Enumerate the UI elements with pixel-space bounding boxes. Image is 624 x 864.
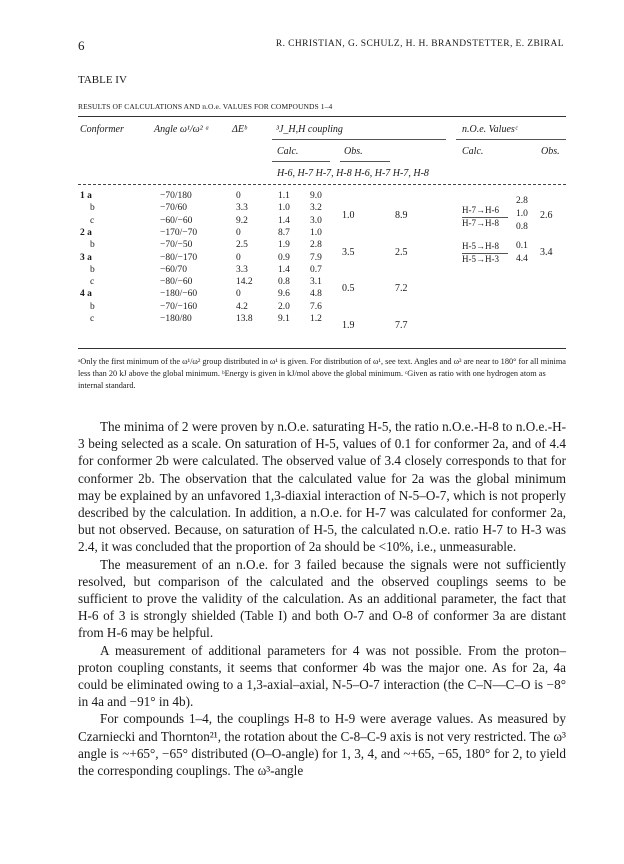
obs-4-h7h8: 7.7 xyxy=(395,320,408,331)
conformer-id: 2 a xyxy=(80,227,92,238)
conformer-id: 1 a xyxy=(80,191,92,201)
col-header-energy: ΔEᵇ xyxy=(232,124,247,135)
calc-h6h7: 9.6 xyxy=(278,289,290,300)
noe-1-obs: 2.6 xyxy=(540,210,553,221)
noe-2-obs: 3.4 xyxy=(540,247,553,258)
conformer-id: b xyxy=(90,264,95,275)
calc-h6h7: 1.1 xyxy=(278,191,290,201)
noe-1-numerator: H-7→H-6 xyxy=(462,205,499,215)
noe-1-denominator: H-7→H-8 xyxy=(462,218,499,228)
paragraph-3: A measurement of additional parameters for 4 was not possible. From the proton–proton coupling constants, it seems that conformer 4b was the major one. As for 2a, 4a could be eliminated owing to a 1,3-axial–axial, N-5–O-7 interaction (the C–N—C–O is −8° in 4a and −91° in 4b). xyxy=(78,642,566,710)
col-header-noe: n.O.e. Valuesᶜ xyxy=(462,124,518,135)
running-head: R. CHRISTIAN, G. SCHULZ, H. H. BRANDSTETTER, E. ZBIRAL xyxy=(275,39,564,49)
noe-span-rule xyxy=(456,139,566,140)
col-header-coupling: ³J_H,H coupling xyxy=(276,124,343,135)
subheader-noe-calc: Calc. xyxy=(462,146,484,157)
coupling-span-rule xyxy=(272,139,446,140)
energy-value: 4.2 xyxy=(236,301,248,312)
angle-value: −70/−160 xyxy=(160,301,198,312)
calc-h7h8: 7.6 xyxy=(310,301,322,312)
calc-h7h8: 9.0 xyxy=(310,191,322,201)
calc-h6h7: 0.9 xyxy=(278,252,290,263)
conformer-id: 3 a xyxy=(80,252,92,263)
table-footnote: ᵃOnly the first minimum of the ω¹/ω² group distributed in ω¹ is given. For distribution of ω¹, see text. Angles and ω³ are near to 180° for all minima less than 20 kJ above the global minimum. ᵇEnergy is given in kJ/mol above the global minimum. ᶜGiven as ratio with one hydrogen atom as internal standard. xyxy=(78,357,566,390)
col-header-angle: Angle ω¹/ω² ᵃ xyxy=(154,124,210,135)
conformer-id: b xyxy=(90,203,95,214)
conformer-id: c xyxy=(90,314,95,324)
energy-value: 0 xyxy=(236,227,241,238)
angle-value: −170/−70 xyxy=(160,227,198,238)
calc-span-rule xyxy=(272,161,330,162)
noe-2-calc-2: 4.4 xyxy=(516,254,528,264)
conformer-id: b xyxy=(90,301,95,312)
calc-h7h8: 0.7 xyxy=(310,264,322,275)
obs-2-h7h8: 2.5 xyxy=(395,247,408,258)
conformer-id: b xyxy=(90,240,95,251)
obs-2-h6h7: 3.5 xyxy=(342,247,355,258)
table-bottom-rule xyxy=(78,348,566,349)
noe-2-calc-1: 0.1 xyxy=(516,241,528,251)
energy-value: 3.3 xyxy=(236,264,248,275)
calc-h6h7: 9.1 xyxy=(278,314,290,324)
subheader-pairs: H-6, H-7 H-7, H-8 H-6, H-7 H-7, H-8 xyxy=(277,168,429,179)
angle-value: −70/−50 xyxy=(160,240,193,251)
energy-value: 0 xyxy=(236,289,241,300)
calc-h7h8: 2.8 xyxy=(310,240,322,251)
table-top-rule xyxy=(78,116,566,117)
angle-value: −70/180 xyxy=(160,191,192,201)
calc-h6h7: 1.4 xyxy=(278,264,290,275)
obs-1-h6h7: 1.0 xyxy=(342,210,355,221)
obs-1-h7h8: 8.9 xyxy=(395,210,408,221)
noe-2-denominator: H-5→H-3 xyxy=(462,254,499,264)
obs-3-h7h8: 7.2 xyxy=(395,283,408,294)
angle-value: −180/80 xyxy=(160,314,192,324)
col-header-conformer: Conformer xyxy=(80,124,124,135)
paragraph-1: The minima of 2 were proven by n.O.e. saturating H-5, the ratio n.O.e.-H-8 to n.O.e.-H-3 being selected as a scale. On saturation of H-5, values of 0.1 for conformer 2a, and of 4.4 for conformer 2b were calculated. The observed value of 3.4 closely corresponds to that for conformer 2b. The observation that the calculated value for 2a was the global minimum may be explained by an unfavored 1,3-diaxial interaction of N-5–O-7, which is not properly described by the calculation. In addition, a n.O.e. for H-7 was calculated for conformer 2a, but not observed. Because, on saturation of H-5, the calculated n.O.e. ratio H-7 to H-3 was 2.4, it was concluded that the proportion of 2a should be <10%, i.e., unmeasurable. xyxy=(78,419,566,555)
angle-value: −60/70 xyxy=(160,264,187,275)
body-text xyxy=(78,418,566,779)
angle-value: −180/−60 xyxy=(160,289,198,300)
energy-value: 14.2 xyxy=(236,277,253,288)
noe-1-calc-2: 1.0 xyxy=(516,209,528,219)
energy-value: 0 xyxy=(236,191,241,201)
calc-h7h8: 3.1 xyxy=(310,277,322,288)
calc-h7h8: 4.8 xyxy=(310,289,322,300)
energy-value: 2.5 xyxy=(236,240,248,251)
noe-1-calc-3: 0.8 xyxy=(516,222,528,232)
paragraph-2: The measurement of an n.O.e. for 3 failed because the signals were not sufficiently resolved, but comparison of the calculated and the observed couplings seems to be sufficient to prove the validity of the calculation. As an additional parameter, the fact that H-6 of 3 is strongly shielded (Table I) and both O-7 and O-8 of conformer 3a are distant from H-6 may be helpful. xyxy=(78,556,566,641)
calc-h6h7: 8.7 xyxy=(278,227,290,238)
table-header-rule xyxy=(78,184,566,185)
calc-h6h7: 1.9 xyxy=(278,240,290,251)
angle-value: −70/60 xyxy=(160,203,187,214)
subheader-noe-obs: Obs. xyxy=(541,146,560,157)
conformer-id: c xyxy=(90,277,95,288)
paragraph-4: For compounds 1–4, the couplings H-8 to H-9 were average values. As measured by Czarniecki and Thornton²¹, the rotation about the C-8–C-9 axis is not very restricted. The ω³ angle is ~+65°, −65° distributed (O–O-angle) for 1, 3, 4, and ~+65, −65, 180° for 2, to yield the corresponding couplings. The ω³-angle xyxy=(78,711,566,779)
angle-value: −80/−170 xyxy=(160,252,198,263)
conformer-id: c xyxy=(90,215,95,226)
calc-h7h8: 3.0 xyxy=(310,215,322,226)
page-header xyxy=(78,38,564,54)
angle-value: −60/−60 xyxy=(160,215,193,226)
subheader-calc: Calc. xyxy=(277,146,299,157)
energy-value: 0 xyxy=(236,252,241,263)
conformer-id: 4 a xyxy=(80,289,92,300)
page-number: 6 xyxy=(78,38,85,53)
obs-3-h6h7: 0.5 xyxy=(342,283,355,294)
energy-value: 9.2 xyxy=(236,215,248,226)
noe-2-numerator: H-5→H-8 xyxy=(462,241,499,251)
calc-h7h8: 1.0 xyxy=(310,227,322,238)
noe-1-calc-1: 2.8 xyxy=(516,196,528,206)
table-caption: RESULTS OF CALCULATIONS AND n.O.e. VALUES FOR COMPOUNDS 1–4 xyxy=(78,102,333,111)
calc-h7h8: 3.2 xyxy=(310,203,322,214)
calc-h7h8: 7.9 xyxy=(310,252,322,263)
obs-span-rule xyxy=(340,161,390,162)
energy-value: 13.8 xyxy=(236,314,253,324)
table-label: TABLE IV xyxy=(78,74,127,86)
calc-h6h7: 1.4 xyxy=(278,215,290,226)
calc-h7h8: 1.2 xyxy=(310,314,322,324)
energy-value: 3.3 xyxy=(236,203,248,214)
obs-4-h6h7: 1.9 xyxy=(342,320,355,331)
calc-h6h7: 1.0 xyxy=(278,203,290,214)
angle-value: −80/−60 xyxy=(160,277,193,288)
calc-h6h7: 2.0 xyxy=(278,301,290,312)
subheader-obs: Obs. xyxy=(344,146,363,157)
calc-h6h7: 0.8 xyxy=(278,277,290,288)
